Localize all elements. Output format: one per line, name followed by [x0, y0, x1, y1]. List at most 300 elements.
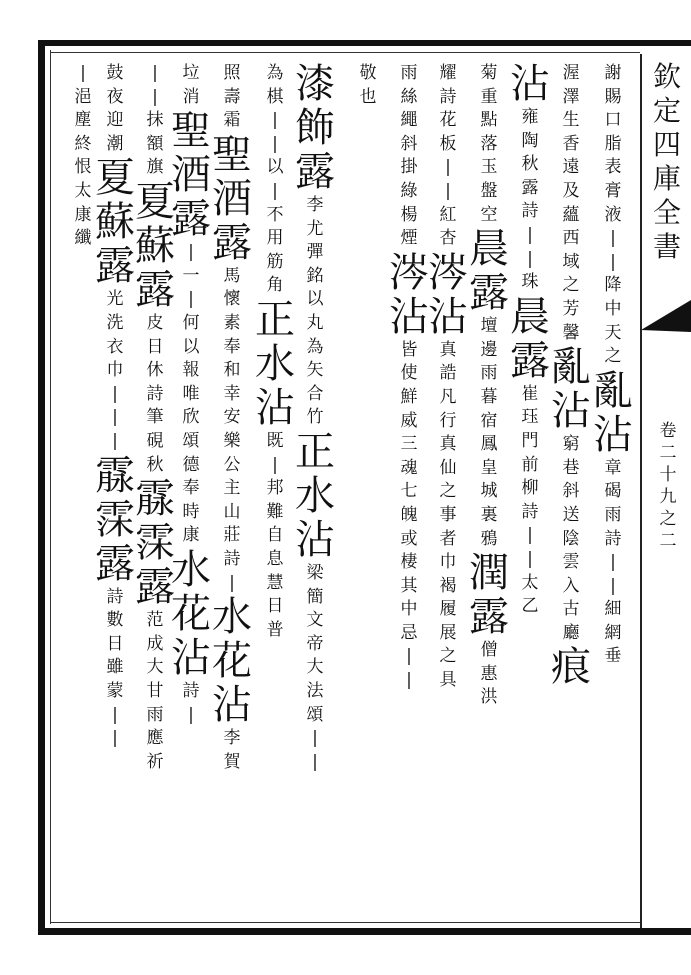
body-char: 以	[306, 289, 324, 310]
body-char: 菊	[480, 63, 498, 83]
body-char: 文	[306, 610, 324, 631]
body-char: 鳳	[480, 434, 498, 455]
body-char: 日	[266, 596, 284, 617]
body-char: 以	[266, 157, 284, 178]
body-char: 鼓	[106, 63, 124, 83]
body-char: 網	[604, 622, 622, 643]
body-char: 懷	[223, 289, 241, 310]
repeat-mark: |	[527, 224, 533, 245]
body-char: 慧	[266, 572, 284, 593]
body-char: 乙	[521, 596, 539, 617]
body-char: 蒙	[106, 680, 124, 701]
body-char: 花	[439, 110, 457, 131]
frame-bottom-border	[38, 928, 691, 935]
body-char: 彈	[306, 242, 324, 263]
body-char: 液	[604, 204, 622, 225]
body-char: 簡	[306, 586, 324, 607]
body-char: 巾	[106, 360, 124, 381]
body-char: 使	[400, 363, 418, 384]
body-char: 數	[106, 610, 124, 631]
repeat-mark: |	[152, 63, 158, 83]
repeat-mark: |	[610, 251, 616, 272]
body-char: 重	[480, 86, 498, 107]
body-char: 康	[74, 204, 92, 225]
body-char: 口	[604, 110, 622, 131]
body-char: 斜	[400, 133, 418, 154]
body-char: 降	[604, 275, 622, 296]
text-column	[511, 62, 549, 619]
body-char: 細	[604, 599, 622, 620]
body-char: 展	[439, 622, 457, 643]
body-char: 芳	[562, 298, 580, 319]
heading-term-char: 露	[95, 540, 135, 587]
heading-term-char: 酒	[212, 175, 252, 222]
repeat-mark: |	[406, 670, 412, 691]
body-char: 玉	[480, 157, 498, 178]
heading-term-char: 露	[295, 149, 335, 195]
repeat-mark: |	[610, 552, 616, 573]
body-char: 表	[604, 157, 622, 178]
repeat-mark: |	[112, 704, 118, 725]
body-char: 馨	[562, 322, 580, 343]
body-char: 既	[266, 430, 284, 451]
repeat-mark: |	[527, 525, 533, 546]
margin-title-char: 書	[652, 230, 681, 263]
body-char: 賜	[604, 86, 622, 107]
body-char: 迎	[106, 110, 124, 131]
body-char: 雨	[400, 63, 418, 83]
body-char: 雲	[562, 552, 580, 573]
body-char: 頌	[182, 430, 200, 451]
frame-inner-bottom-rule	[50, 922, 640, 923]
body-char: 帝	[306, 633, 324, 654]
heading-term-char: 涔	[428, 249, 468, 296]
body-char: 潮	[106, 133, 124, 154]
body-char: 壽	[223, 86, 241, 107]
body-char: 詩	[521, 201, 539, 222]
body-char: 珏	[521, 407, 539, 428]
text-column	[136, 62, 174, 774]
repeat-mark: |	[188, 242, 194, 263]
body-char: 暮	[480, 386, 498, 407]
body-char: 具	[439, 670, 457, 691]
body-char: 普	[266, 619, 284, 640]
body-char: 皮	[146, 312, 164, 333]
body-char: 古	[562, 599, 580, 620]
heading-term-char: 沾	[389, 293, 429, 340]
body-char: 洗	[106, 312, 124, 333]
body-char: 李	[306, 195, 324, 215]
heading-term-char: 霂	[95, 496, 135, 543]
body-char: 消	[182, 86, 200, 107]
body-char: 斜	[562, 481, 580, 502]
body-char: 垃	[182, 63, 200, 83]
body-char: 香	[562, 133, 580, 154]
body-char: 樂	[223, 430, 241, 451]
body-char: 塵	[74, 110, 92, 131]
repeat-mark: |	[445, 180, 451, 201]
body-char: 巷	[562, 457, 580, 478]
body-char: 仙	[439, 457, 457, 478]
body-char: 詩	[439, 86, 457, 107]
body-char: 威	[400, 410, 418, 431]
body-char: 洪	[480, 687, 498, 708]
body-char: 謝	[604, 63, 622, 83]
body-char: 脂	[604, 133, 622, 154]
body-char: 日	[146, 336, 164, 357]
body-char: 詩	[146, 383, 164, 404]
repeat-mark: |	[527, 548, 533, 569]
heading-term-char: 聖	[171, 108, 211, 155]
body-char: 息	[266, 548, 284, 569]
body-char: 之	[604, 346, 622, 367]
body-char: 域	[562, 251, 580, 272]
body-char: 僧	[480, 640, 498, 661]
heading-term-char: 亂	[593, 367, 633, 414]
body-char: 詩	[223, 548, 241, 569]
body-char: 邦	[266, 478, 284, 499]
body-char: 鴉	[480, 528, 498, 549]
body-char: 落	[480, 133, 498, 154]
body-char: 巾	[439, 552, 457, 573]
body-char: 雨	[480, 363, 498, 384]
body-char: 康	[182, 525, 200, 546]
body-char: 甘	[146, 680, 164, 701]
heading-term-char: 沾	[428, 293, 468, 340]
body-char: 雖	[106, 657, 124, 678]
margin-chapter-char: 之	[659, 509, 677, 529]
body-char: 日	[106, 633, 124, 654]
repeat-mark: |	[610, 228, 616, 249]
heading-term-char: 亂	[551, 344, 591, 391]
body-char: 旗	[146, 157, 164, 178]
body-char: 耀	[439, 63, 457, 83]
body-char: 莊	[223, 525, 241, 546]
body-char: 垂	[604, 646, 622, 667]
body-char: 履	[439, 599, 457, 620]
body-char: 魂	[400, 457, 418, 478]
body-char: 邊	[480, 339, 498, 360]
body-char: 盤	[480, 180, 498, 201]
text-column	[429, 62, 467, 693]
body-char: 時	[182, 501, 200, 522]
body-char: 繩	[400, 110, 418, 131]
text-column	[552, 62, 590, 689]
body-char: 梁	[306, 562, 324, 583]
body-char: 幸	[223, 383, 241, 404]
body-char: 皆	[400, 339, 418, 360]
body-char: 范	[146, 610, 164, 631]
heading-term-char: 露	[469, 270, 509, 317]
body-char: 和	[223, 360, 241, 381]
body-char: 前	[521, 454, 539, 475]
body-char: 真	[439, 434, 457, 455]
text-column	[390, 62, 428, 693]
margin-title	[648, 60, 686, 264]
body-char: 宿	[480, 410, 498, 431]
body-char: 敬	[359, 63, 377, 83]
heading-term-char: 霡	[135, 476, 175, 523]
body-char: 雨	[604, 504, 622, 525]
body-char: 太	[74, 180, 92, 201]
body-char: 雨	[146, 704, 164, 725]
body-char: 楊	[400, 204, 418, 225]
repeat-mark: |	[272, 133, 278, 154]
body-char: 竹	[306, 407, 324, 428]
body-char: 露	[521, 177, 539, 198]
body-char: 蘊	[562, 204, 580, 225]
heading-term-char: 夏	[135, 178, 175, 225]
body-char: 行	[439, 410, 457, 431]
body-char: 夜	[106, 86, 124, 107]
body-char: 硯	[146, 430, 164, 451]
frame-right-border	[640, 54, 642, 928]
body-char: 七	[400, 481, 418, 502]
repeat-mark: |	[527, 248, 533, 269]
repeat-mark: |	[112, 383, 118, 404]
heading-term-char: 露	[510, 337, 550, 384]
margin-chapter-char: 十	[659, 465, 677, 485]
text-column	[213, 62, 251, 774]
heading-term-char: 痕	[551, 644, 591, 691]
body-char: 門	[521, 430, 539, 451]
body-char: 德	[182, 454, 200, 475]
heading-term-char: 飾	[295, 105, 335, 151]
body-char: 合	[306, 383, 324, 404]
repeat-mark: |	[112, 728, 118, 749]
repeat-mark: |	[80, 63, 86, 83]
body-char: 之	[439, 481, 457, 502]
body-char: 太	[521, 572, 539, 593]
body-char: 賀	[223, 751, 241, 772]
body-char: 生	[562, 110, 580, 131]
heading-term-char: 水	[171, 546, 211, 593]
heading-term-char: 露	[135, 266, 175, 313]
body-char: 空	[480, 204, 498, 225]
body-char: 柳	[521, 478, 539, 499]
body-char: 法	[306, 680, 324, 701]
heading-term-char: 晨	[469, 226, 509, 273]
body-char: 用	[266, 228, 284, 249]
body-char: 休	[146, 360, 164, 381]
body-char: 點	[480, 110, 498, 131]
heading-term-char: 酒	[171, 152, 211, 199]
body-char: 報	[182, 360, 200, 381]
repeat-mark: |	[272, 110, 278, 131]
repeat-mark: |	[272, 454, 278, 475]
heading-term-char: 正	[255, 296, 295, 343]
repeat-mark: |	[112, 407, 118, 428]
body-char: 鮮	[400, 386, 418, 407]
heading-term-char: 蘇	[135, 222, 175, 269]
body-char: 之	[562, 275, 580, 296]
repeat-mark: |	[188, 704, 194, 725]
body-char: 秋	[521, 154, 539, 175]
body-char: 惠	[480, 663, 498, 684]
body-char: 誥	[439, 363, 457, 384]
body-char: 大	[306, 657, 324, 678]
body-char: 自	[266, 525, 284, 546]
body-char: 或	[400, 528, 418, 549]
body-char: 衣	[106, 336, 124, 357]
body-char: 詩	[604, 528, 622, 549]
repeat-mark: |	[312, 751, 318, 772]
body-char: 入	[562, 575, 580, 596]
text-column	[64, 62, 102, 251]
body-char: 崔	[521, 383, 539, 404]
body-char: 碣	[604, 481, 622, 502]
body-char: 矢	[306, 360, 324, 381]
body-char: 陶	[521, 130, 539, 151]
body-char: 城	[480, 481, 498, 502]
repeat-mark: |	[229, 572, 235, 593]
heading-term-char: 花	[171, 590, 211, 637]
body-char: 板	[439, 133, 457, 154]
margin-title-char: 庫	[652, 162, 681, 195]
body-char: 章	[604, 457, 622, 478]
body-char: 雍	[521, 107, 539, 127]
body-char: 唯	[182, 383, 200, 404]
body-char: 褐	[439, 575, 457, 596]
text-column	[349, 62, 387, 109]
body-char: 者	[439, 528, 457, 549]
repeat-mark: |	[152, 86, 158, 107]
heading-term-char: 露	[212, 219, 252, 266]
body-char: 光	[106, 289, 124, 310]
text-column	[594, 62, 632, 669]
body-char: 霜	[223, 110, 241, 131]
body-char: 為	[266, 63, 284, 83]
body-char: 杏	[439, 228, 457, 249]
body-char: 魄	[400, 504, 418, 525]
body-char: 事	[439, 504, 457, 525]
text-column	[172, 62, 210, 727]
margin-title-char: 欽	[652, 60, 681, 93]
body-char: 遠	[562, 157, 580, 178]
margin-chapter-char: 卷	[659, 421, 677, 441]
body-char: 棲	[400, 552, 418, 573]
body-char: 山	[223, 501, 241, 522]
heading-term-char: 沾	[171, 634, 211, 681]
text-column	[296, 62, 334, 774]
margin-chapter-char: 二	[659, 443, 677, 463]
repeat-mark: |	[312, 728, 318, 749]
body-char: 裏	[480, 504, 498, 525]
repeat-mark: |	[188, 289, 194, 310]
body-char: 中	[400, 599, 418, 620]
body-char: 奉	[182, 478, 200, 499]
heading-term-char: 水	[295, 472, 335, 519]
heading-term-char: 正	[295, 428, 335, 475]
heading-term-char: 霂	[135, 520, 175, 567]
body-char: 祈	[146, 751, 164, 772]
body-char: 成	[146, 633, 164, 654]
margin-chapter-char: 二	[659, 531, 677, 551]
body-char: 珠	[521, 272, 539, 293]
heading-term-char: 沾	[295, 516, 335, 563]
body-char: 之	[439, 646, 457, 667]
body-char: 詩	[521, 501, 539, 522]
heading-term-char: 水	[255, 340, 295, 387]
body-char: 銘	[306, 265, 324, 286]
body-char: 纖	[74, 228, 92, 249]
body-char: 西	[562, 228, 580, 249]
heading-term-char: 花	[212, 638, 252, 685]
body-char: 恨	[74, 157, 92, 178]
body-char: 筋	[266, 251, 284, 272]
body-char: 也	[359, 86, 377, 107]
body-char: 詩	[106, 586, 124, 607]
body-char: 詩	[182, 680, 200, 701]
body-char: 素	[223, 312, 241, 333]
text-column	[256, 62, 294, 642]
frame-top-border	[38, 40, 691, 46]
body-char: 額	[146, 133, 164, 154]
body-char: 筆	[146, 407, 164, 428]
heading-term-char: 露	[171, 196, 211, 243]
body-char: 絲	[400, 86, 418, 107]
margin-chapter	[650, 420, 686, 552]
heading-term-char: 潤	[469, 550, 509, 597]
body-char: 廳	[562, 622, 580, 643]
heading-term-char: 露	[95, 243, 135, 290]
body-char: 應	[146, 728, 164, 749]
body-char: 公	[223, 454, 241, 475]
fishtail-mark	[641, 300, 691, 332]
heading-term-char: 沾	[551, 388, 591, 435]
body-char: 主	[223, 478, 241, 499]
body-char: 不	[266, 204, 284, 225]
body-char: 秋	[146, 454, 164, 475]
body-char: 抹	[146, 110, 164, 131]
body-char: 照	[223, 63, 241, 83]
body-char: 三	[400, 434, 418, 455]
frame-left-border	[38, 40, 45, 935]
body-char: 膏	[604, 180, 622, 201]
body-char: 煙	[400, 228, 418, 249]
body-char: 真	[439, 339, 457, 360]
body-char: 棋	[266, 86, 284, 107]
body-char: 尤	[306, 218, 324, 239]
body-char: 陰	[562, 528, 580, 549]
body-char: 浥	[74, 86, 92, 107]
body-char: 難	[266, 501, 284, 522]
repeat-mark: |	[112, 430, 118, 451]
heading-term-char: 漆	[295, 61, 335, 107]
heading-term-char: 涔	[389, 249, 429, 296]
body-char: 奉	[223, 336, 241, 357]
repeat-mark: |	[406, 646, 412, 667]
repeat-mark: |	[272, 180, 278, 201]
body-char: 送	[562, 504, 580, 525]
body-char: 丸	[306, 312, 324, 333]
body-char: 凡	[439, 386, 457, 407]
margin-title-char: 定	[652, 94, 681, 127]
body-char: 及	[562, 180, 580, 201]
repeat-mark: |	[610, 575, 616, 596]
text-column	[470, 62, 508, 710]
heading-term-char: 沾	[593, 411, 633, 458]
heading-term-char: 夏	[95, 155, 135, 202]
body-char: 渥	[562, 63, 580, 83]
body-char: 窮	[562, 434, 580, 455]
heading-term-char: 蘇	[95, 199, 135, 246]
margin-chapter-char: 九	[659, 487, 677, 507]
margin-title-char: 全	[652, 196, 681, 229]
heading-term-char: 露	[135, 564, 175, 611]
body-char: 欣	[182, 407, 200, 428]
body-char: 忌	[400, 622, 418, 643]
